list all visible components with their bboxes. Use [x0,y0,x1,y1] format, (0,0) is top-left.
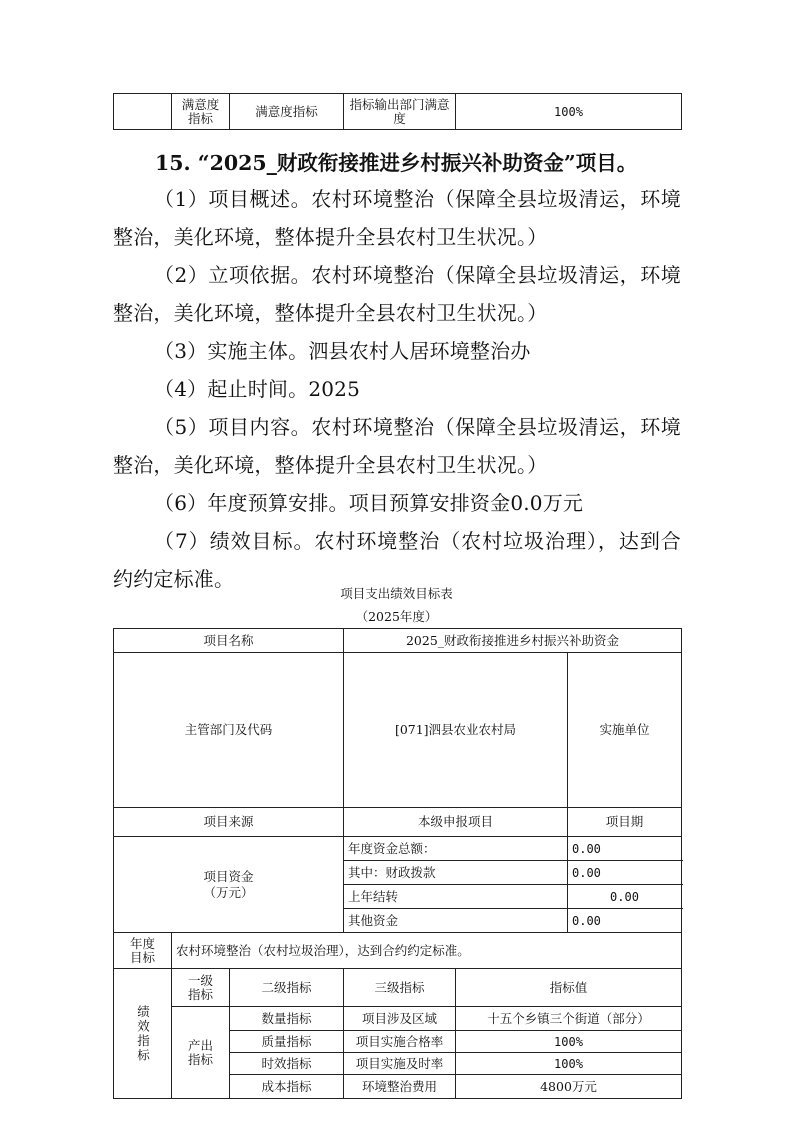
fund-value: 0.00 [568,909,682,933]
row-value: 100% [456,1031,682,1053]
fund-label: 年度资金总额： [344,837,568,861]
paragraph-overview: （1）项目概述。农村环境整治（保障全县垃圾清运，环境整治，美化环境，整体提升全县农村卫生状况。） [113,187,681,249]
funds-label [114,837,344,933]
goal-value: 农村环境整治（农村垃圾治理），达到合约约定标准。 [172,933,682,969]
performance-table [113,628,682,1099]
row-level2: 数量指标 [230,1007,344,1031]
period-label: 项目期 [568,808,682,837]
dept-label: 主管部门及代码 [114,653,344,808]
table-row [114,1007,682,1031]
header-level1-text: 一级指标 [187,972,213,1002]
project-name-label: 项目名称 [114,629,344,653]
paragraph-subject: （3）实施主体。泗县农村人居环境整治办 [154,339,531,363]
paragraph-budget: （6）年度预算安排。项目预算安排资金0.0万元 [154,491,584,515]
paragraph-content: （5）项目内容。农村环境整治（保障全县垃圾清运，环境整治，美化环境，整体提升全县农村卫生状况。） [113,415,681,477]
fund-value: 0.00 [568,861,682,885]
project-name: 2025_财政衔接推进乡村振兴补助资金 [344,629,682,653]
section-body [113,180,681,598]
paragraph-basis: （2）立项依据。农村环境整治（保障全县垃圾清运，环境整治，美化环境，整体提升全县农村卫生状况。） [113,263,681,325]
funds-label-text: 项目资金（万元） [203,868,254,900]
source-value: 本级申报项目 [344,808,568,837]
perf-label-text: 绩效指标 [135,1004,151,1063]
fund-value: 0.00 [568,885,682,909]
fund-label: 其他资金 [344,909,568,933]
dept-value: [071]泗县农业农村局 [344,653,568,808]
row-level2: 成本指标 [230,1075,344,1099]
row-level3: 环境整治费用 [344,1075,456,1099]
table-title: 项目支出绩效目标表 [340,586,453,601]
goal-label [114,933,172,969]
table-row [114,653,682,808]
table-row [114,94,682,130]
carryover-table [113,93,682,130]
goal-label-text: 年度目标 [129,935,155,965]
row-level3: 项目实施及时率 [344,1053,456,1075]
output-label-text: 产出指标 [187,1037,213,1067]
impl-label: 实施单位 [568,653,682,808]
table-row [114,933,682,969]
paragraph-period: （4）起止时间。2025 [154,377,361,401]
section-heading: 15. “2025_财政衔接推进乡村振兴补助资金”项目。 [155,151,638,175]
cell-level3: 满意度指标 [230,94,344,130]
fund-value: 0.00 [568,837,682,861]
perf-label [114,969,172,1099]
source-label: 项目来源 [114,808,344,837]
row-level2: 时效指标 [230,1053,344,1075]
row-level3: 项目涉及区域 [344,1007,456,1031]
cell-level1 [114,94,172,130]
output-label [172,1007,230,1099]
cell-indicator: 指标输出部门满意度 [344,94,456,130]
header-value: 指标值 [456,969,682,1007]
row-value: 100% [456,1053,682,1075]
fund-label: 其中：财政拨款 [344,861,568,885]
row-value: 十五个乡镇三个街道（部分） [456,1007,682,1031]
table-row [114,969,682,1007]
cell-level2: 满意度指标 [172,94,230,130]
table-row [114,837,682,861]
row-level2: 质量指标 [230,1031,344,1053]
table-row [114,808,682,837]
row-value: 4800万元 [456,1075,682,1099]
row-level3: 项目实施合格率 [344,1031,456,1053]
header-level2: 二级指标 [230,969,344,1007]
table-row [114,629,682,653]
paragraph-goal: （7）绩效目标。农村环境整治（农村垃圾治理），达到合约约定标准。 [113,529,681,591]
header-level3: 三级指标 [344,969,456,1007]
table-subtitle: （2025年度） [355,609,438,624]
cell-value: 100% [456,94,682,130]
fund-label: 上年结转 [344,885,568,909]
header-level1 [172,969,230,1007]
